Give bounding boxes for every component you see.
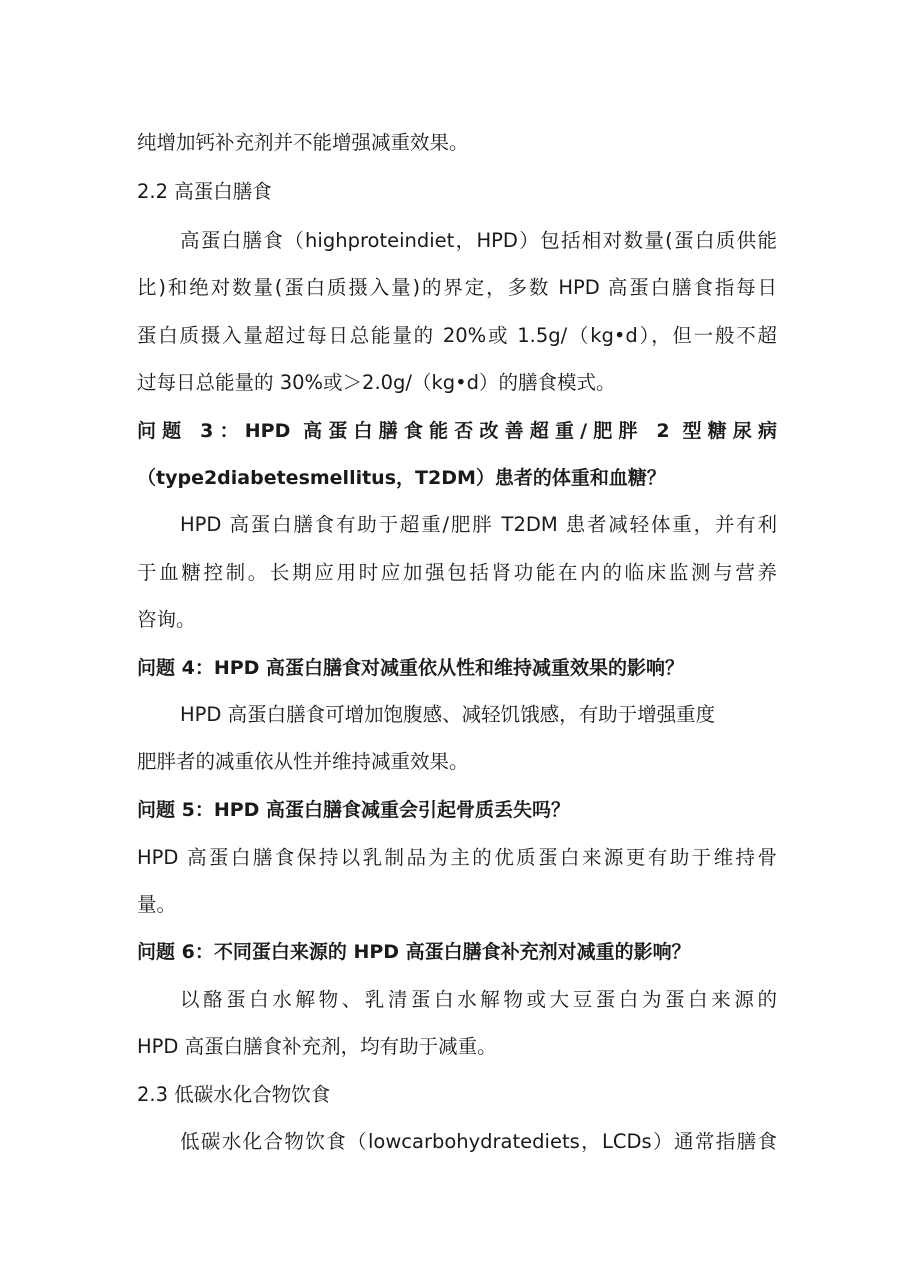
question-4-heading: 问题 4：HPD 高蛋白膳食对减重依从性和维持减重效果的影响？ [137,657,685,679]
paragraph-line: 低碳水化合物饮食（lowcarbohydratediets，LCDs）通常指膳食 [180,1130,777,1153]
answer-line: 于血糖控制。长期应用时应加强包括肾功能在内的临床监测与营养 [137,561,777,584]
paragraph-line: 蛋白质摄入量超过每日总能量的 20%或 1.5g/（kg•d），但一般不超 [137,324,777,347]
answer-line: HPD 高蛋白膳食保持以乳制品为主的优质蛋白来源更有助于维持骨 [137,846,777,869]
question-5-heading: 问题 5：HPD 高蛋白膳食减重会引起骨质丢失吗？ [137,799,571,821]
paragraph-line: 高蛋白膳食（highproteindiet，HPD）包括相对数量(蛋白质供能 [180,229,777,252]
answer-line: HPD 高蛋白膳食可增加饱腹感、减轻饥饿感，有助于增强重度 [180,703,716,726]
paragraph-line: 过每日总能量的 30%或＞2.0g/（kg•d）的膳食模式。 [137,371,616,394]
question-6-heading: 问题 6：不同蛋白来源的 HPD 高蛋白膳食补充剂对减重的影响？ [137,941,691,963]
answer-line: HPD 高蛋白膳食补充剂，均有助于减重。 [137,1035,497,1058]
section-heading-2-2: 2.2 高蛋白膳食 [137,180,272,203]
question-3-heading-cont: （type2diabetesmellitus，T2DM）患者的体重和血糖？ [137,467,666,489]
answer-line: 量。 [137,893,177,916]
answer-line: 咨询。 [137,608,196,631]
answer-line: 肥胖者的减重依从性并维持减重效果。 [137,750,469,773]
answer-line: 以酪蛋白水解物、乳清蛋白水解物或大豆蛋白为蛋白来源的 [180,988,777,1011]
answer-line: HPD 高蛋白膳食有助于超重/肥胖 T2DM 患者减轻体重，并有利 [180,513,777,536]
paragraph-line: 比)和绝对数量(蛋白质摄入量)的界定，多数 HPD 高蛋白膳食指每日 [137,276,777,299]
paragraph-line: 纯增加钙补充剂并不能增强减重效果。 [137,131,469,154]
section-heading-2-3: 2.3 低碳水化合物饮食 [137,1083,331,1106]
question-3-heading: 问题 3：HPD 高蛋白膳食能否改善超重/肥胖 2 型糖尿病 [137,420,777,442]
